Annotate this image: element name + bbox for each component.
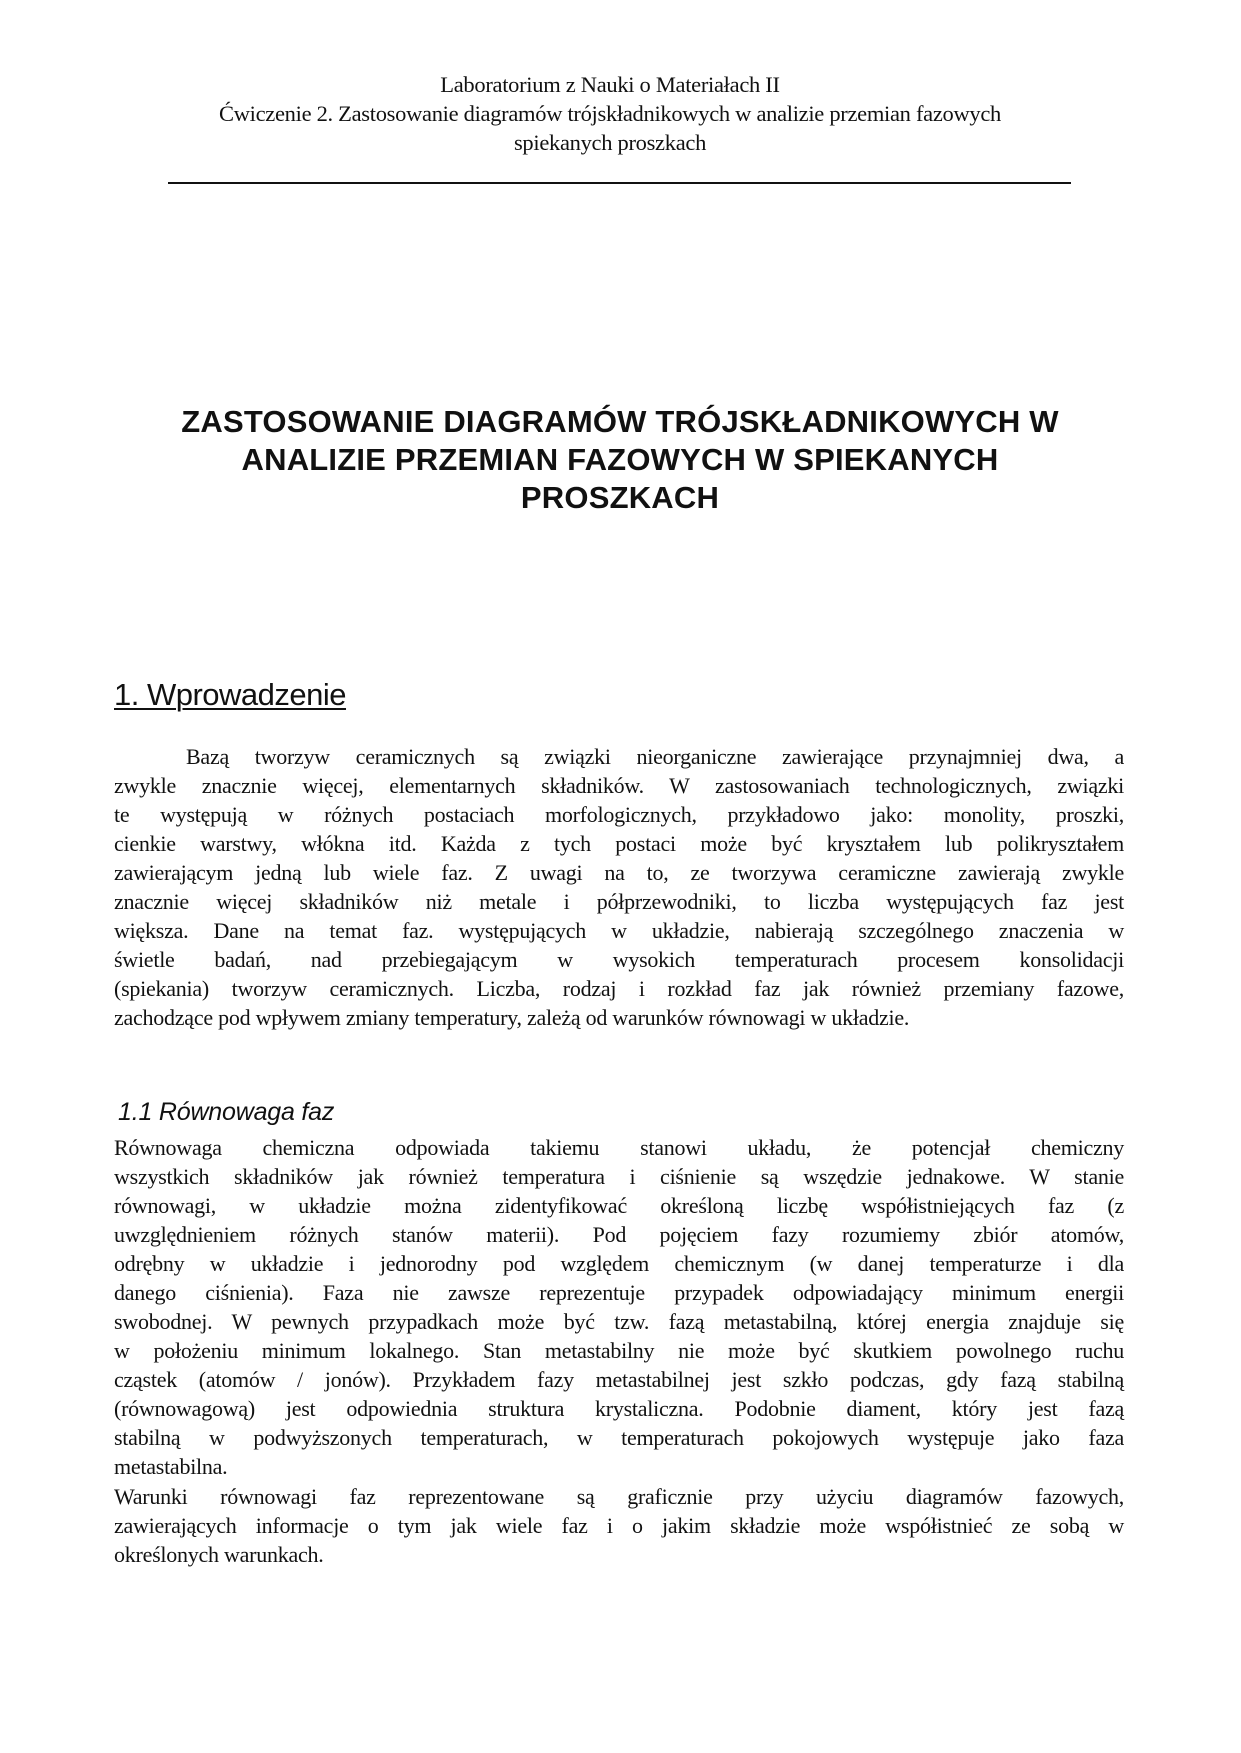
paragraph-line: Bazą tworzyw ceramicznych są związki nieorganiczne zawierające przynajmniej dwa, a	[186, 744, 1124, 769]
paragraph-line: swobodnej. W pewnych przypadkach może być tzw. fazą metastabilną, której energia znajduje się	[114, 1309, 1124, 1334]
document-title-line-1: ZASTOSOWANIE DIAGRAMÓW TRÓJSKŁADNIKOWYCH W	[181, 404, 1059, 439]
paragraph-line: określonych warunkach.	[114, 1542, 324, 1567]
paragraph-phase-diagrams	[114, 1482, 1124, 1569]
paragraph-line: świetle badań, nad przebiegającym w wysokich temperaturach procesem konsolidacji	[114, 947, 1124, 972]
paragraph-line: znacznie więcej składników niż metale i półprzewodniki, to liczba występujących faz jest	[114, 889, 1124, 914]
paragraph-line: zachodzące pod wpływem zmiany temperatury, zależą od warunków równowagi w układzie.	[114, 1005, 910, 1030]
paragraph-line: równowagi, w układzie można zidentyfikować określoną liczbę współistniejących faz (z	[114, 1193, 1124, 1218]
section-heading-introduction: 1. Wprowadzenie	[114, 677, 347, 712]
paragraph-line: Równowaga chemiczna odpowiada takiemu stanowi układu, że potencjał chemiczny	[114, 1135, 1124, 1160]
document-title	[80, 403, 1160, 517]
running-header	[150, 70, 1070, 157]
paragraph-line: cienkie warstwy, włókna itd. Każda z tych postaci może być kryształem lub polikryształem	[114, 831, 1124, 856]
running-header-line-1: Laboratorium z Nauki o Materiałach II	[440, 72, 780, 97]
paragraph-line: metastabilna.	[114, 1454, 228, 1479]
paragraph-line: danego ciśnienia). Faza nie zawsze reprezentuje przypadek odpowiadający minimum energii	[114, 1280, 1124, 1305]
running-header-line-2: Ćwiczenie 2. Zastosowanie diagramów trójskładnikowych w analizie przemian fazowych	[219, 101, 1001, 126]
paragraph-line: większa. Dane na temat faz. występujących w układzie, nabierają szczególnego znaczenia w	[114, 918, 1124, 943]
paragraph-line: (równowagową) jest odpowiednia struktura krystaliczna. Podobnie diament, który jest fazą	[114, 1396, 1124, 1421]
paragraph-line: odrębny w układzie i jednorodny pod względem chemicznym (w danej temperaturze i dla	[114, 1251, 1124, 1276]
paragraph-phase-equilibrium	[114, 1133, 1124, 1481]
paragraph-line: wszystkich składników jak również temperatura i ciśnienie są wszędzie jednakowe. W stanie	[114, 1164, 1124, 1189]
document-title-line-3: PROSZKACH	[520, 480, 720, 515]
paragraph-line: cząstek (atomów / jonów). Przykładem fazy metastabilnej jest szkło podczas, gdy fazą stabilną	[114, 1367, 1124, 1392]
paragraph-line: uwzględnieniem różnych stanów materii). Pod pojęciem fazy rozumiemy zbiór atomów,	[114, 1222, 1124, 1247]
paragraph-line: stabilną w podwyższonych temperaturach, w temperaturach pokojowych występuje jako faza	[114, 1425, 1124, 1450]
paragraph-line: te występują w różnych postaciach morfologicznych, przykładowo jako: monolity, proszki,	[114, 802, 1124, 827]
paragraph-line: zawierających informacje o tym jak wiele faz i o jakim składzie może współistnieć ze sobą w	[114, 1513, 1124, 1538]
document-title-line-2: ANALIZIE PRZEMIAN FAZOWYCH W SPIEKANYCH	[241, 442, 999, 477]
paragraph-line: zwykle znacznie więcej, elementarnych składników. W zastosowaniach technologicznych, związki	[114, 773, 1124, 798]
paragraph-introduction	[114, 742, 1124, 1032]
paragraph-line: Warunki równowagi faz reprezentowane są graficznie przy użyciu diagramów fazowych,	[114, 1484, 1124, 1509]
running-header-line-3: spiekanych proszkach	[513, 130, 707, 155]
paragraph-line: zawierającym jedną lub wiele faz. Z uwagi na to, ze tworzywa ceramiczne zawierają zwykle	[114, 860, 1124, 885]
subsection-heading-phase-equilibrium: 1.1 Równowaga faz	[118, 1098, 335, 1126]
paragraph-line: w położeniu minimum lokalnego. Stan metastabilny nie może być skutkiem powolnego ruchu	[114, 1338, 1124, 1363]
paragraph-line: (spiekania) tworzyw ceramicznych. Liczba, rodzaj i rozkład faz jak również przemiany fazowe,	[114, 976, 1124, 1001]
header-divider	[168, 182, 1071, 184]
